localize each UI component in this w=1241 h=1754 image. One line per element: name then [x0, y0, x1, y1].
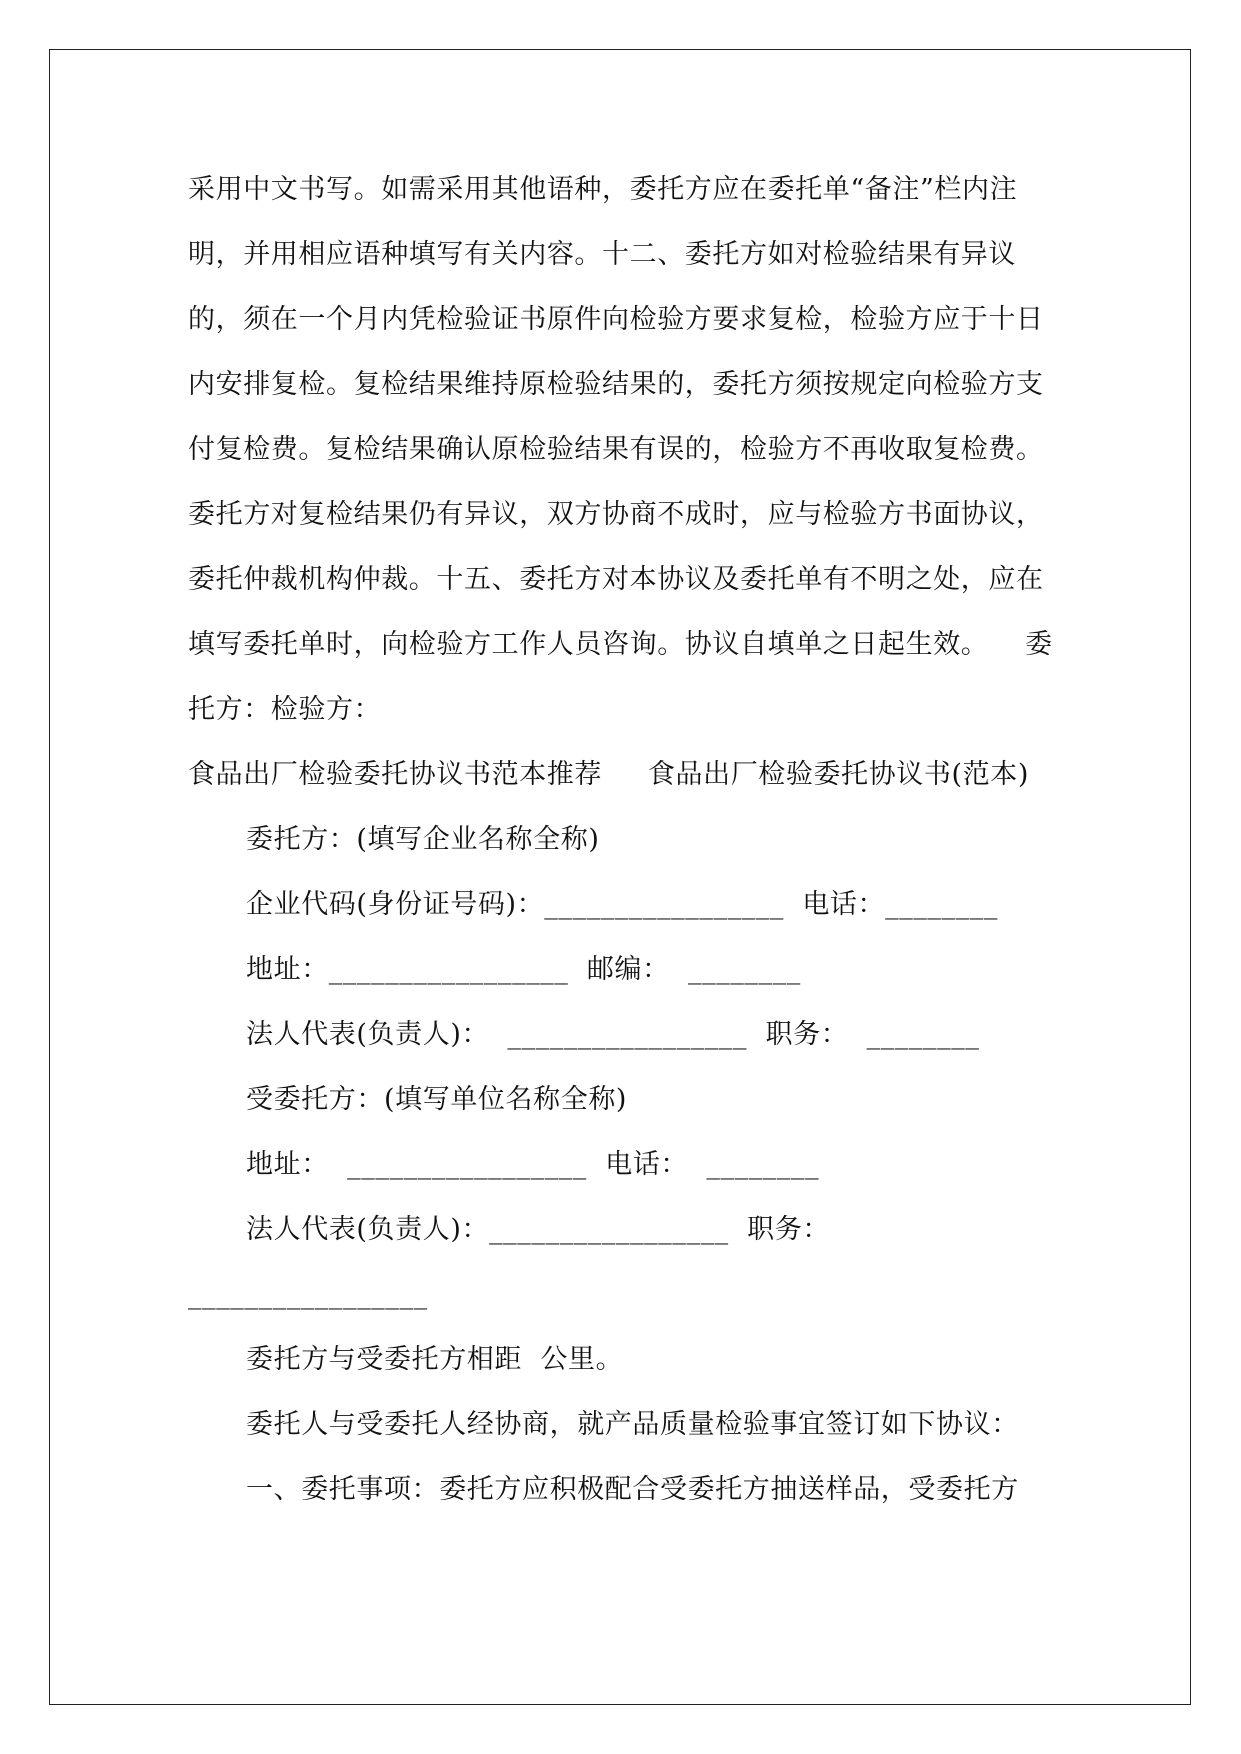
agent-address-phone-line: 地址： _________________ 电话： ________ [246, 1149, 820, 1180]
agent-position-blank: _________________ [188, 1279, 428, 1310]
agent-legal-rep-line: 法人代表(负责人)：_________________ 职务： [246, 1214, 830, 1245]
principal-legal-rep-line: 法人代表(负责人)： _________________ 职务： ________ [246, 1019, 980, 1050]
clause-one: 一、委托事项：委托方应积极配合受委托方抽送样品，受委托方 [246, 1474, 1019, 1505]
agent-label: 受委托方：(填写单位名称全称) [246, 1084, 628, 1115]
principal-code-phone-line: 企业代码(身份证号码)：_________________ 电话：________ [246, 889, 998, 920]
distance-clause: 委托方与受委托方相距 公里。 [246, 1344, 624, 1375]
document-body [188, 157, 1063, 1522]
document-title-line: 食品出厂检验委托协议书范本推荐 食品出厂检验委托协议书(范本) [188, 759, 1029, 790]
paragraph-continuation: 采用中文书写。如需采用其他语种，委托方应在委托单“备注”栏内注明，并用相应语种填写有关内容。十二、委托方如对检验结果有异议的，须在一个月内凭检验证书原件向检验方要求复检，检验方应于十日内安排复检。复检结果维持原检验结果的，委托方须按规定向检验方支付复检费。复检结果确认原检验结果有误的，检验方不再收取复检费。委托方对复检结果仍有异议，双方协商不成时，应与检验方书面协议，委托仲裁机构仲裁。十五、委托方对本协议及委托单有不明之处，应在填写委托单时，向检验方工作人员咨询。协议自填单之日起生效。 委托方：检验方： [188, 174, 1053, 725]
agreement-intro: 委托人与受委托人经协商，就产品质量检验事宜签订如下协议： [246, 1409, 1019, 1440]
principal-label: 委托方：(填写企业名称全称) [246, 824, 600, 855]
principal-address-zip-line: 地址：_________________ 邮编： ________ [246, 954, 801, 985]
